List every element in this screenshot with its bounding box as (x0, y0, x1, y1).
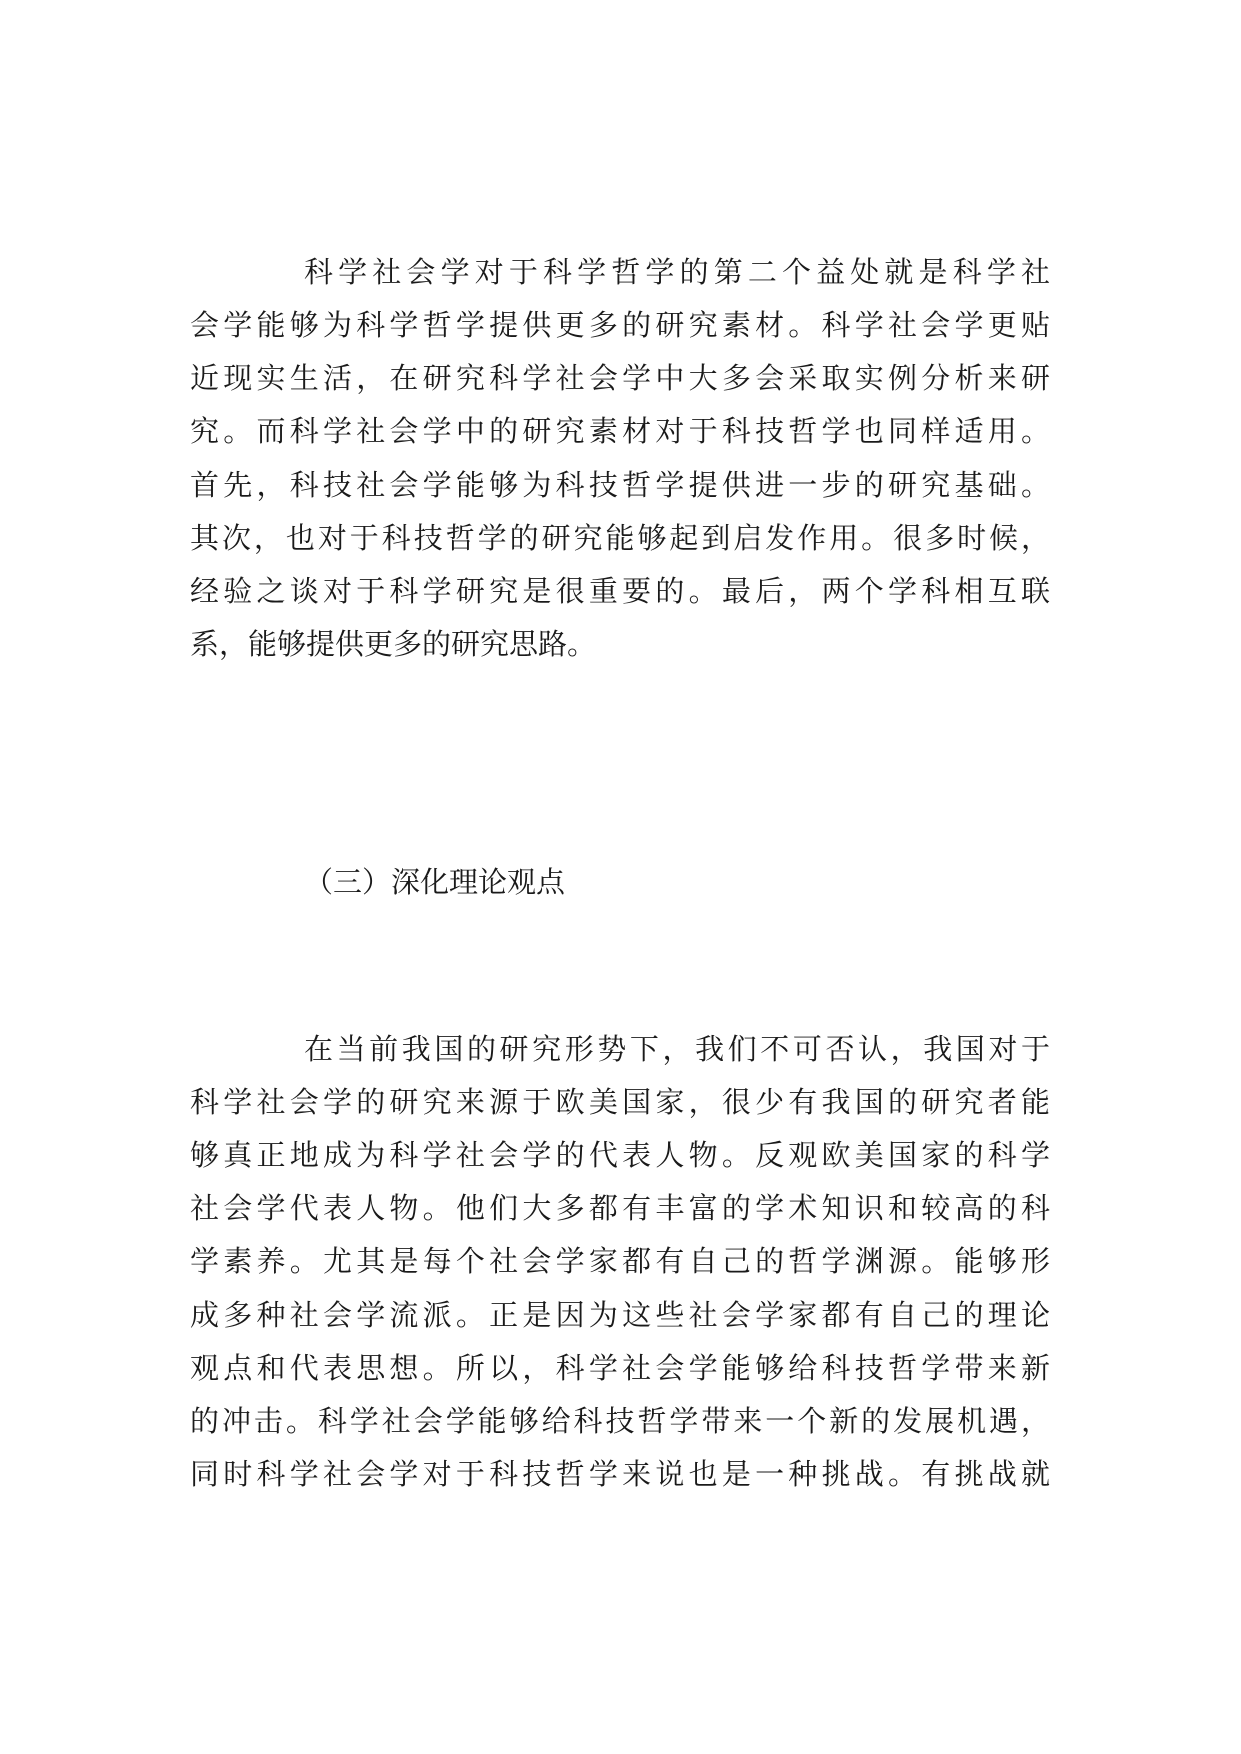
text-line: 成多种社会学流派。正是因为这些社会学家都有自己的理论 (190, 1298, 1050, 1332)
text-line: 经验之谈对于科学研究是很重要的。最后，两个学科相互联 (190, 574, 1050, 608)
text-line: 究。而科学社会学中的研究素材对于科技哲学也同样适用。 (190, 414, 1050, 448)
text-line: 系，能够提供更多的研究思路。 (190, 627, 597, 661)
text-line: 会学能够为科学哲学提供更多的研究素材。科学社会学更贴 (190, 308, 1050, 342)
text-line: 的冲击。科学社会学能够给科技哲学带来一个新的发展机遇， (190, 1404, 1050, 1438)
text-line: 科学社会学对于科学哲学的第二个益处就是科学社 (304, 255, 1050, 289)
text-line: 在当前我国的研究形势下，我们不可否认，我国对于 (304, 1032, 1050, 1066)
text-line: 学素养。尤其是每个社会学家都有自己的哲学渊源。能够形 (190, 1244, 1050, 1278)
text-line: 近现实生活，在研究科学社会学中大多会采取实例分析来研 (190, 361, 1050, 395)
text-line: 观点和代表思想。所以，科学社会学能够给科技哲学带来新 (190, 1351, 1050, 1385)
text-line: 社会学代表人物。他们大多都有丰富的学术知识和较高的科 (190, 1191, 1050, 1225)
text-line: 够真正地成为科学社会学的代表人物。反观欧美国家的科学 (190, 1138, 1050, 1172)
text-line: 首先，科技社会学能够为科技哲学提供进一步的研究基础。 (190, 468, 1050, 502)
text-line: 科学社会学的研究来源于欧美国家，很少有我国的研究者能 (190, 1085, 1050, 1119)
text-line: 同时科学社会学对于科技哲学来说也是一种挑战。有挑战就 (190, 1457, 1050, 1491)
section-heading: （三）深化理论观点 (304, 865, 566, 899)
text-line: 其次，也对于科技哲学的研究能够起到启发作用。很多时候， (190, 521, 1050, 555)
